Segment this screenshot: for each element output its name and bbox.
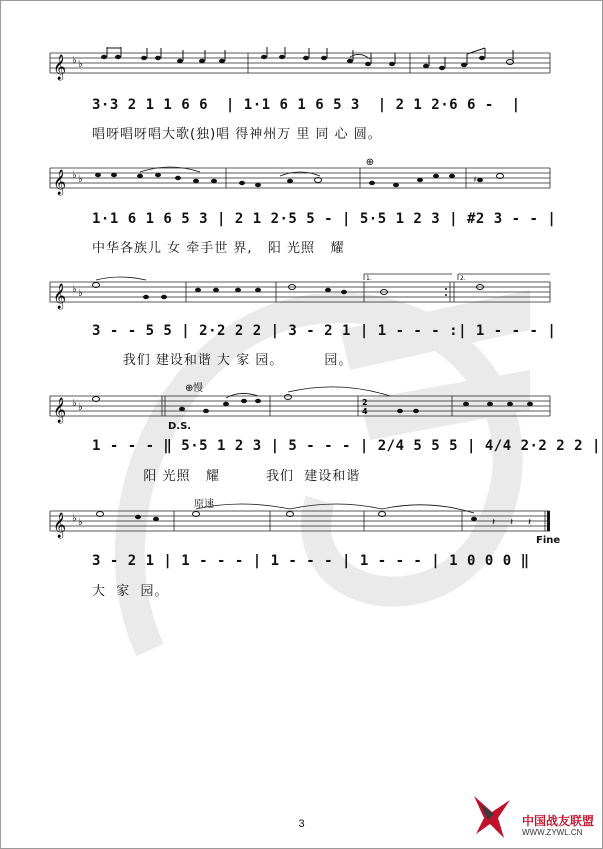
svg-text:♭: ♭ bbox=[78, 288, 83, 299]
svg-text:𝄞: 𝄞 bbox=[53, 284, 67, 309]
lyric-line-5: 大 家 园。 bbox=[92, 584, 169, 599]
jianpu-line-5: 3 - 2 1 | 1 - - - | 1 - - - | 1 - - - | 1 0 0 0 ‖ bbox=[92, 553, 530, 569]
svg-text:⊕: ⊕ bbox=[365, 158, 375, 168]
lyric-line-2: 中华各族儿 女 牵手世 界, 阳 光照 耀 bbox=[92, 241, 345, 256]
svg-text:♭: ♭ bbox=[72, 170, 77, 181]
svg-text:𝄞: 𝄞 bbox=[53, 55, 67, 80]
svg-text:𝄞: 𝄞 bbox=[53, 398, 67, 423]
jianpu-line-4: 1 - - - ‖ 5·5 1 2 3 | 5 - - - | 2/4 5 5 5 | 4/4 2·2 2 2 | bbox=[92, 438, 601, 454]
svg-text:♭: ♭ bbox=[72, 55, 77, 66]
jianpu-line-1: 3·3 2 1 1 6 6 | 1·1 6 1 6 5 3 | 2 1 2·6 6 - | bbox=[92, 97, 521, 113]
system-4 bbox=[0, 382, 603, 490]
logo-subtitle: WWW.ZYWL.CN bbox=[522, 828, 583, 837]
svg-text:𝄽: 𝄽 bbox=[492, 517, 496, 528]
svg-text:𝄞: 𝄞 bbox=[53, 170, 67, 195]
jianpu-line-2: 1·1 6 1 6 5 3 | 2 1 2·5 5 - | 5·5 1 2 3 | #2 3 - - | bbox=[92, 211, 557, 227]
lyric-line-3: 我们 建设和谐 大 家 园。 园。 bbox=[92, 353, 353, 368]
lyric-line-1: 唱呀唱呀唱大歌(独)唱 得神州万 里 同 心 圆。 bbox=[92, 127, 382, 142]
coda-slow-mark: 慢 bbox=[193, 383, 203, 394]
svg-text:♭: ♭ bbox=[72, 398, 77, 409]
site-logo bbox=[470, 790, 603, 849]
svg-text:♭: ♭ bbox=[78, 402, 83, 413]
svg-text:♯: ♯ bbox=[473, 175, 477, 184]
system-5 bbox=[0, 495, 603, 605]
svg-text:♭: ♭ bbox=[72, 513, 77, 524]
svg-text:⊕: ⊕ bbox=[185, 383, 194, 394]
svg-text:♭: ♭ bbox=[78, 174, 83, 185]
svg-text:♭: ♭ bbox=[72, 284, 77, 295]
system-2 bbox=[0, 158, 603, 263]
system-1 bbox=[0, 45, 603, 150]
svg-text:1.: 1. bbox=[366, 275, 372, 282]
svg-text:2: 2 bbox=[362, 398, 368, 407]
svg-text:𝄞: 𝄞 bbox=[53, 513, 67, 538]
system-3 bbox=[0, 270, 603, 375]
svg-text:♭: ♭ bbox=[78, 517, 83, 528]
svg-text:4: 4 bbox=[362, 407, 368, 416]
star-logo-icon bbox=[470, 790, 518, 840]
page-number: 3 bbox=[298, 818, 305, 830]
svg-text:𝄽: 𝄽 bbox=[528, 517, 532, 528]
svg-text:♭: ♭ bbox=[78, 59, 83, 70]
svg-text:2.: 2. bbox=[460, 275, 466, 282]
ds-mark: D.S. bbox=[168, 421, 192, 432]
lyric-line-4: 阳 光照 耀 我们 建设和谐 bbox=[92, 469, 361, 484]
jianpu-line-3: 3 - - 5 5 | 2·2 2 2 | 3 - 2 1 | 1 - - - :| 1 - - - | bbox=[92, 323, 557, 339]
svg-text:𝄽: 𝄽 bbox=[510, 517, 514, 528]
fine-mark: Fine bbox=[536, 535, 561, 546]
logo-title: 中国战友联盟 bbox=[522, 814, 595, 828]
tempo-primo-mark: 原速 bbox=[194, 499, 214, 510]
